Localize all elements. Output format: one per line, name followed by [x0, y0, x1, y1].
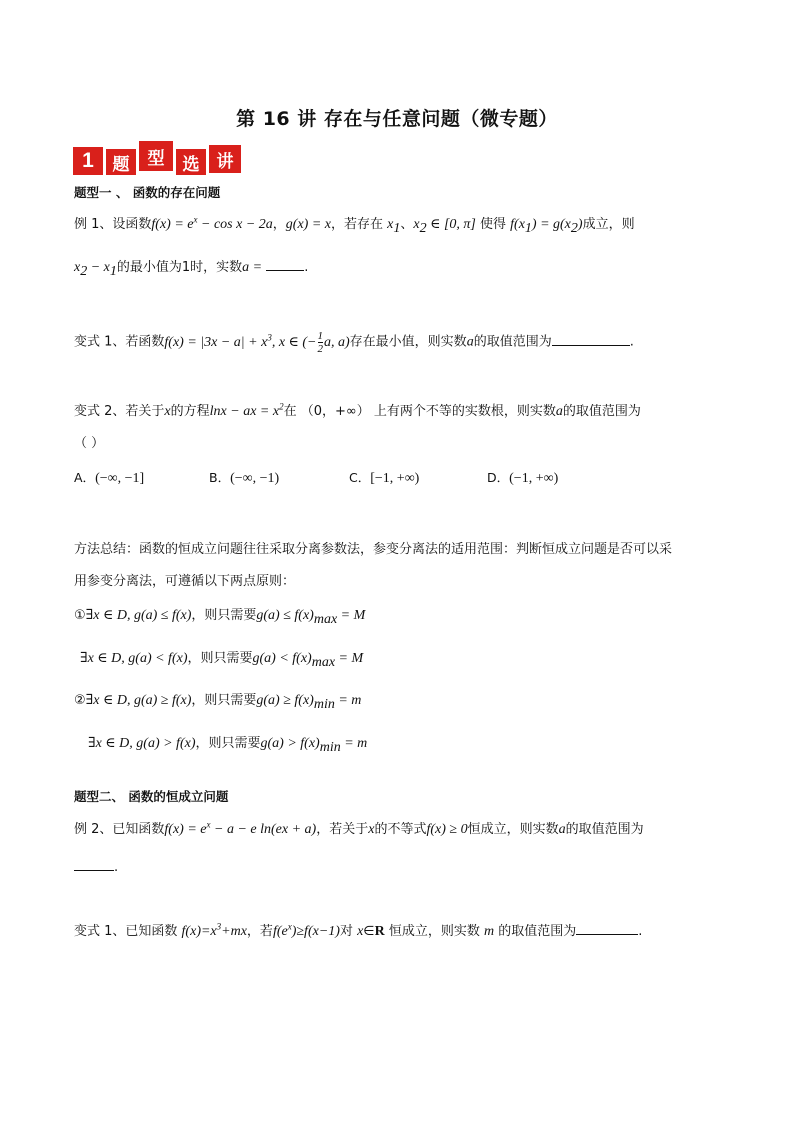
section-2-heading: 题型二、 函数的恒成立问题 [74, 789, 229, 804]
var3-x: x [357, 924, 364, 939]
ex2-text4: 的取值范围为 [565, 822, 644, 837]
example-2-line-1 [74, 818, 644, 838]
var3-text3: ∈ [363, 924, 375, 939]
rule-1a-sub: max [313, 611, 338, 627]
rule-2b [88, 732, 367, 756]
example-1-function [151, 214, 273, 232]
rule-2a-text: ，则只需要 [191, 693, 257, 708]
ex1-text-b: 、 [400, 217, 414, 232]
ex1-diff-b: − x [87, 260, 110, 275]
ex2-text1: ，若关于 [316, 822, 369, 837]
section-1-heading: 题型一 、 函数的存在问题 [74, 185, 221, 200]
var3-text4: 恒成立，则实数 [384, 924, 485, 939]
rule-2a-cond: ∃x ∈ D, g(a) ≥ f(x) [85, 693, 192, 708]
variant-2-label: 变式 2、若关于 [74, 404, 165, 419]
var3-cond-b: )≥f(x−1) [291, 924, 340, 939]
ex1-diff-a: x [74, 260, 81, 275]
example-1-label: 例 1、设函数 [74, 217, 152, 232]
rule-1a-lhs: g(a) ≤ f(x) [256, 608, 314, 623]
var3-cond-exp: x [287, 921, 292, 932]
var3-text1: ，若 [246, 924, 273, 939]
example-2-function [164, 819, 317, 837]
option-a-letter: A． [74, 470, 96, 485]
option-c-letter: C． [349, 470, 371, 485]
rule-2a-sub: min [313, 696, 335, 712]
ex2-ineq: f(x) ≥ 0 [426, 822, 468, 837]
ex1-interval: ∈ [0, π] [430, 217, 476, 232]
option-a[interactable] [74, 468, 144, 487]
ex1-text-a: ，若存在 [331, 217, 388, 232]
var3-cube: 3 [216, 921, 222, 932]
var2-equation [209, 401, 284, 419]
var3-m: m [484, 924, 495, 939]
ex2-text2: 的不等式 [374, 822, 427, 837]
ex1-eq-end: ) [577, 217, 583, 232]
var2-text1: 的方程 [170, 404, 210, 419]
ex1-func-tail: − cos x − 2a [197, 217, 273, 232]
rule-1b-result [252, 651, 364, 670]
ex1-exp: x [193, 214, 198, 225]
option-c[interactable] [349, 468, 419, 487]
var3-function [181, 921, 247, 939]
rule-1b-rhs: = M [335, 651, 364, 666]
var1-end: . [629, 334, 634, 350]
example-2-label: 例 2、已知函数 [74, 822, 165, 837]
example-1-line-2 [74, 256, 308, 280]
answer-blank[interactable] [266, 258, 304, 271]
ex1-sep: ， [272, 217, 286, 232]
ex1-equation: $f(x_1) = g(x_2)$ [510, 217, 583, 236]
option-d-letter: D． [487, 470, 510, 485]
rule-1a-rhs: = M [337, 608, 366, 623]
var2-a: a [555, 404, 563, 419]
method-summary-line-2: 用参变分离法，可遵循以下两点原则： [74, 574, 296, 589]
var1-dom: , x ∈ (− [271, 334, 317, 350]
ex2-exp: x [206, 819, 211, 830]
var3-text2: 对 [339, 924, 358, 939]
page-title: 第 16 讲 存在与任意问题（微专题） [236, 108, 558, 130]
rule-2a-result [256, 693, 362, 712]
variant-1-label: 变式 1、若函数 [74, 334, 165, 350]
ex1-eq-mid: ) = g(x [531, 217, 571, 232]
ex1-text-c: 使得 [475, 217, 511, 232]
variant-3-label: 变式 1、已知函数 [74, 924, 182, 939]
var1-frac-num: 1 [317, 330, 323, 342]
rule-1b [80, 647, 363, 671]
variant-1-function [164, 330, 350, 355]
rule-2b-sub: min [319, 739, 341, 755]
rule-1a-cond: ∃x ∈ D, g(a) ≤ f(x) [85, 608, 192, 623]
var1-frac-den: 2 [317, 343, 323, 355]
rule-2b-lhs: g(a) > f(x) [260, 736, 320, 751]
var2-eq: lnx − ax = x [209, 404, 280, 419]
var3-cond [272, 921, 340, 939]
var1-dom-end: a, a) [324, 334, 350, 350]
ex2-func: f(x) = e [164, 822, 207, 837]
ex1-func: f(x) = e [151, 217, 194, 232]
rule-1a-text: ，则只需要 [191, 608, 257, 623]
example-1-g: g(x) = x [285, 217, 331, 232]
ex1-x1: $x_1$ [387, 217, 401, 236]
rule-2b-text: ，则只需要 [195, 736, 261, 751]
variant-3-line [74, 920, 642, 940]
example-1-line-1 [74, 213, 635, 237]
rule-2-marker: ② [74, 693, 86, 708]
rule-1a-result [256, 608, 366, 627]
var3-cond-a: f(e [272, 924, 288, 939]
var1-text2: 的取值范围为 [473, 334, 552, 350]
example-2-line-2 [74, 858, 118, 875]
var2-x: x [164, 404, 171, 419]
rule-2a-lhs: g(a) ≥ f(x) [256, 693, 314, 708]
answer-blank[interactable] [74, 858, 114, 871]
var1-cube: 3 [267, 332, 272, 343]
option-d[interactable] [487, 468, 558, 487]
option-b[interactable] [209, 468, 279, 487]
rule-2a-rhs: = m [334, 693, 362, 708]
ex1-eq: f(x [510, 217, 525, 232]
var1-var: a [466, 334, 474, 350]
answer-blank[interactable] [552, 333, 630, 346]
variant-1-line [74, 330, 634, 355]
rule-1b-text: ，则只需要 [187, 651, 253, 666]
banner-number: 1 [73, 147, 103, 175]
var3-R: R [374, 924, 385, 939]
ex2-tail: − a − e ln(ex + a) [210, 822, 317, 837]
rule-2b-cond: ∃x ∈ D, g(a) > f(x) [88, 736, 196, 751]
rule-2b-rhs: = m [340, 736, 368, 751]
ex1-line2-text: 的最小值为1时，实数 [116, 260, 243, 275]
var2-text2: 在 （0，+∞） 上有两个不等的实数根，则实数 [283, 404, 556, 419]
method-summary-line-1: 方法总结：函数的恒成立问题往往采取分离参数法，参变分离法的适用范围：判断恒成立问题是否可以采 [74, 542, 673, 557]
var2-sq: 2 [279, 401, 284, 412]
ex1-text-d: 成立，则 [582, 217, 635, 232]
ex1-end: . [304, 260, 309, 275]
rule-1b-sub: max [311, 654, 336, 670]
option-c-value: [−1, +∞) [370, 471, 420, 486]
var3-text5: 的取值范围为 [494, 924, 577, 939]
var3-func2: +mx [221, 924, 247, 939]
rule-1-marker: ① [74, 608, 86, 623]
banner-char-1: 题 [106, 149, 136, 175]
rule-2b-result [260, 736, 368, 755]
option-b-letter: B． [209, 470, 231, 485]
var3-end: . [638, 924, 643, 939]
ex1-var: a = [242, 260, 263, 275]
rule-1b-lhs: g(a) < f(x) [252, 651, 312, 666]
rule-1a [74, 604, 365, 628]
ex2-end: . [114, 860, 119, 875]
choice-paren: （ ） [74, 436, 105, 451]
option-d-value: (−1, +∞) [509, 471, 559, 486]
var3-func: f(x)=x [181, 924, 217, 939]
option-b-value: (−∞, −1) [230, 471, 280, 486]
ex1-x2: $x_2$ ∈ [0, π] [413, 217, 476, 236]
banner-char-4: 讲 [209, 145, 241, 173]
ex1-x2-base: x [413, 217, 420, 232]
rule-2a [74, 689, 361, 713]
ex1-diff: $x_2 - x_1$ [74, 260, 117, 279]
ex2-text3: 恒成立，则实数 [467, 822, 559, 837]
var1-func: f(x) = |3x − a| + x [164, 334, 268, 350]
ex2-x: x [368, 822, 375, 837]
section-banner [73, 143, 244, 175]
banner-char-3: 选 [176, 149, 206, 175]
ex2-a: a [558, 822, 566, 837]
variant-2-line-1 [74, 400, 641, 420]
ex1-x1-base: x [387, 217, 394, 232]
rule-1b-cond: ∃x ∈ D, g(a) < f(x) [80, 651, 188, 666]
option-a-value: (−∞, −1] [95, 471, 145, 486]
answer-blank[interactable] [576, 922, 638, 935]
banner-char-2: 型 [139, 141, 173, 171]
var2-text3: 的取值范围为 [562, 404, 641, 419]
var1-text: 存在最小值，则实数 [349, 334, 467, 350]
